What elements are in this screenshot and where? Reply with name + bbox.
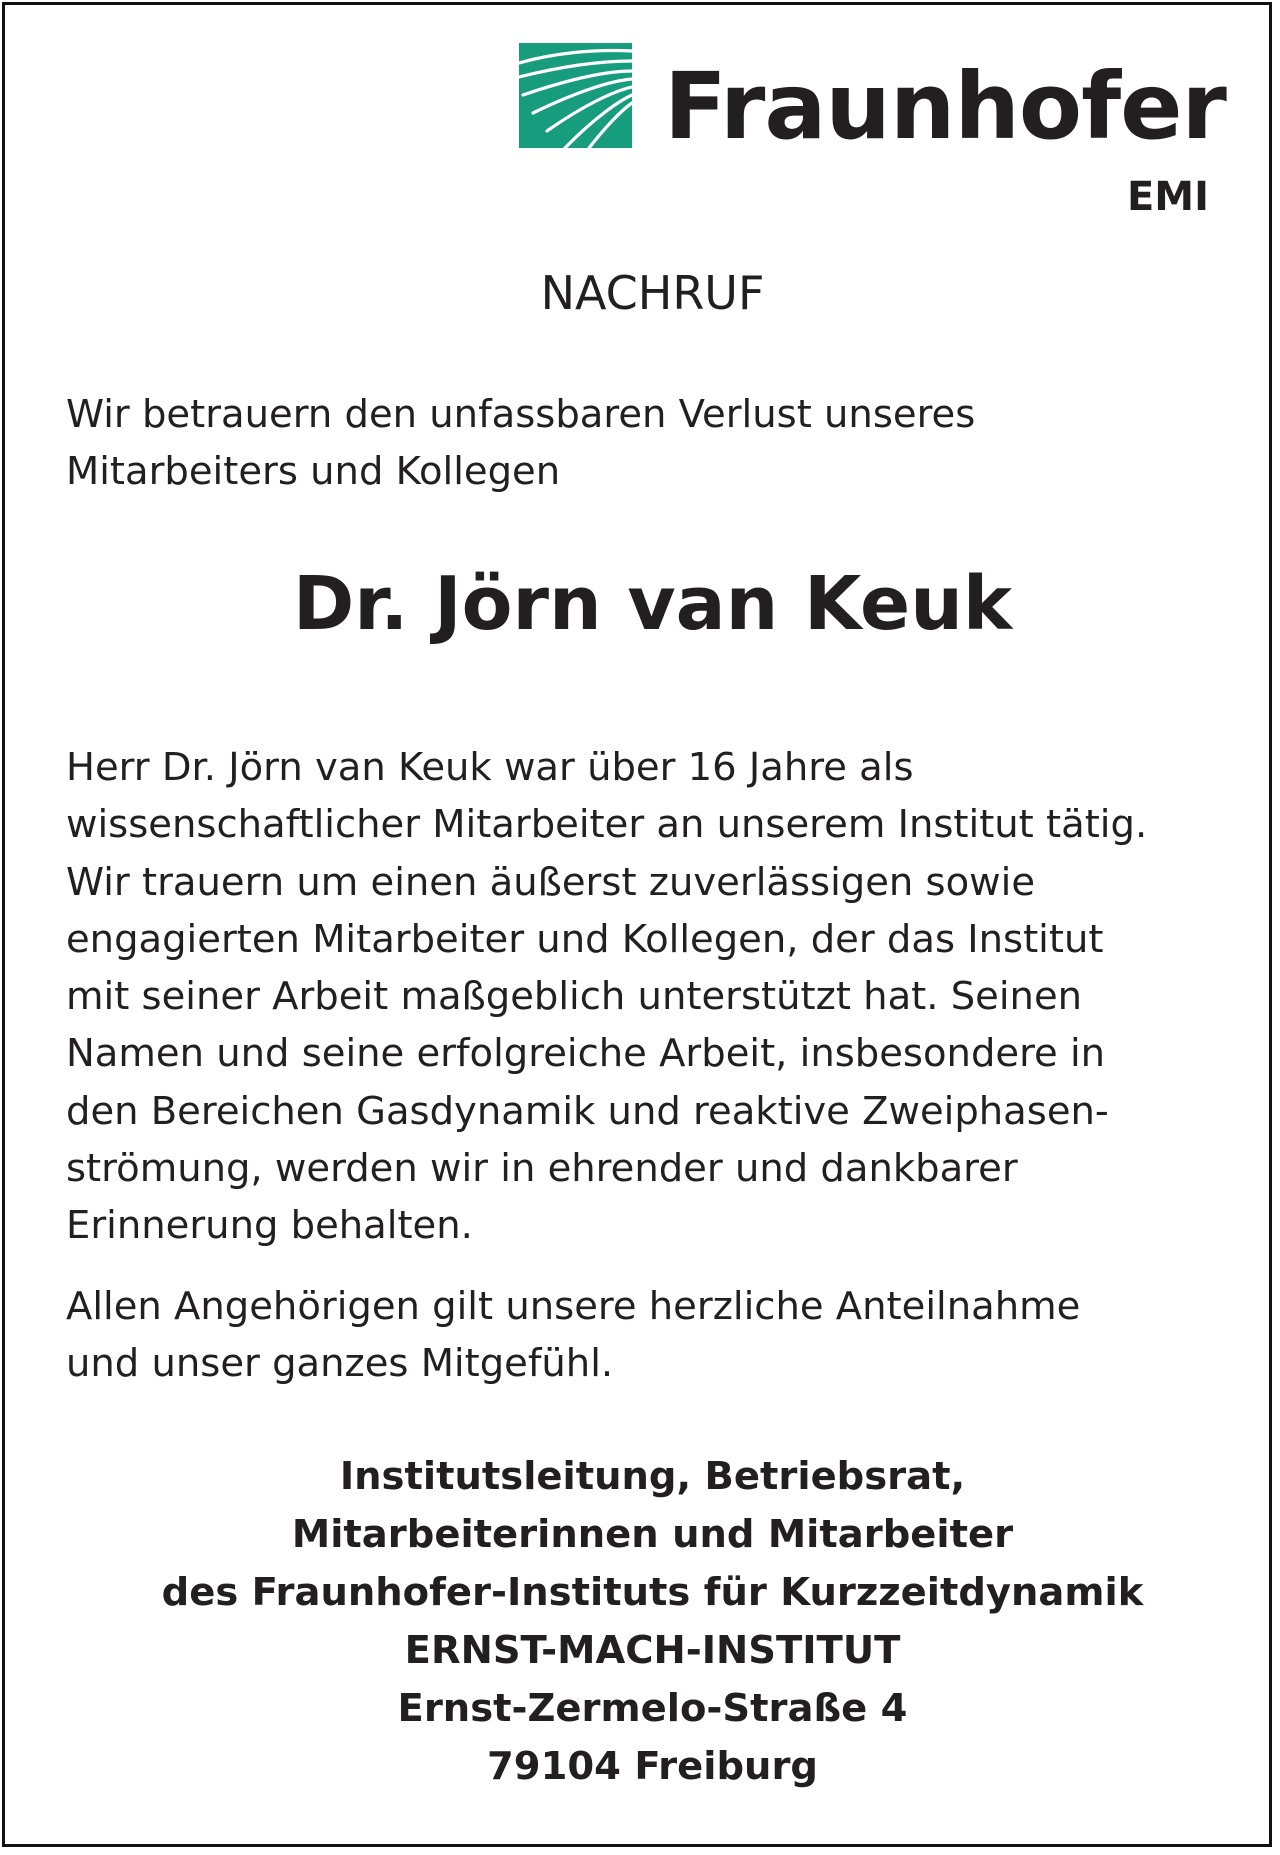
body-line: den Bereichen Gasdynamik und reaktive Zweiphasen- bbox=[66, 1088, 1109, 1134]
fraunhofer-logo bbox=[519, 43, 1226, 223]
intro-line: Wir betrauern den unfassbaren Verlust unseres bbox=[66, 392, 976, 437]
logo-unit-label: EMI bbox=[1126, 174, 1209, 220]
fraunhofer-logo-mark-icon bbox=[519, 43, 632, 148]
condolence-text bbox=[66, 1278, 1226, 1392]
signature-line: Mitarbeiterinnen und Mitarbeiter bbox=[291, 1512, 1014, 1557]
body-text bbox=[66, 739, 1226, 1255]
condolence-line: Allen Angehörigen gilt unsere herzliche Anteilnahme bbox=[66, 1284, 1081, 1329]
deceased-name: Dr. Jörn van Keuk bbox=[292, 561, 1013, 647]
signature-line: des Fraunhofer-Instituts für Kurzzeitdynamik bbox=[161, 1570, 1144, 1615]
signature-line: ERNST-MACH-INSTITUT bbox=[404, 1628, 901, 1673]
notice-heading: NACHRUF bbox=[540, 266, 765, 320]
intro-text bbox=[66, 386, 1226, 500]
body-line: strömung, werden wir in ehrender und dankbarer bbox=[66, 1146, 1018, 1192]
body-line: Erinnerung behalten. bbox=[66, 1203, 473, 1249]
signature-block bbox=[0, 1448, 1280, 1796]
body-line: Namen und seine erfolgreiche Arbeit, insbesondere in bbox=[66, 1031, 1106, 1077]
logo-wordmark: Fraunhofer bbox=[664, 53, 1226, 160]
body-line: Wir trauern um einen äußerst zuverlässigen sowie bbox=[66, 859, 1036, 905]
signature-line: 79104 Freiburg bbox=[487, 1744, 818, 1789]
signature-line: Ernst-Zermelo-Straße 4 bbox=[397, 1686, 908, 1731]
intro-line: Mitarbeiters und Kollegen bbox=[66, 449, 561, 494]
body-line: engagierten Mitarbeiter und Kollegen, der das Institut bbox=[66, 916, 1104, 962]
body-line: Herr Dr. Jörn van Keuk war über 16 Jahre als bbox=[66, 745, 914, 790]
signature-line: Institutsleitung, Betriebsrat, bbox=[339, 1454, 966, 1499]
condolence-line: und unser ganzes Mitgefühl. bbox=[66, 1341, 614, 1386]
body-line: mit seiner Arbeit maßgeblich unterstützt hat. Seinen bbox=[66, 974, 1083, 1020]
body-line: wissenschaftlicher Mitarbeiter an unserem Institut tätig. bbox=[66, 802, 1148, 848]
